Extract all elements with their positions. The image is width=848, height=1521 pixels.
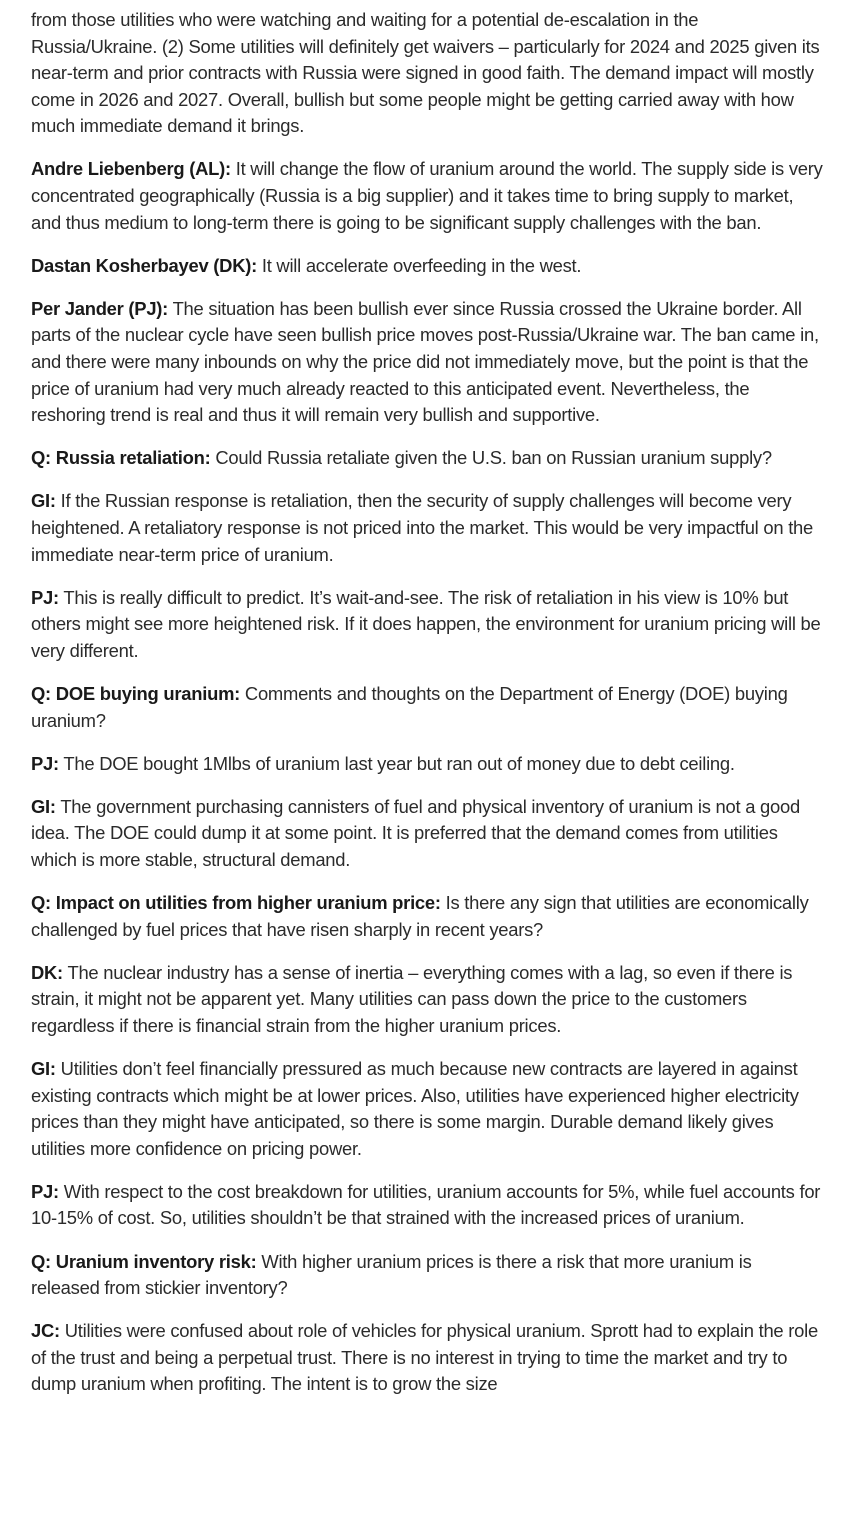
paragraph-pj-answer [31,296,823,429]
question-russia-retaliation [31,445,823,472]
speaker-label: PJ: [31,1180,59,1202]
question-text: Is there any sign that utilities are economically challenged by fuel prices that have risen sharply in recent years? [31,892,809,940]
speaker-label: PJ: [31,752,59,774]
question-doe-buying [31,681,823,734]
paragraph-intro-continuation [31,7,823,140]
speaker-label: GI: [31,1058,56,1079]
paragraph-text: This is really difficult to predict. It’s wait-and-see. The risk of retaliation in his view is 10% but others might see more heightened risk. If it does happen, the environment for uranium pricing will be very different. [31,586,821,661]
paragraph-text: With respect to the cost breakdown for utilities, uranium accounts for 5%, while fuel accounts for 10-15% of cost. So, utilities shouldn’t be that strained with the increased prices of uranium. [31,1180,821,1229]
paragraph-text: The DOE bought 1Mlbs of uranium last year but ran out of money due to debt ceiling. [58,752,735,774]
paragraph-gi-answer [31,794,823,874]
speaker-label: Per Jander (PJ): [31,297,169,319]
paragraph-dk-answer [31,960,823,1040]
document-page [31,7,823,1415]
question-uranium-inventory-risk [31,1249,823,1302]
paragraph-text: It will accelerate overfeeding in the west. [256,254,582,276]
speaker-label: Dastan Kosherbayev (DK): [31,254,257,276]
paragraph-pj-answer [31,1179,823,1232]
speaker-label: DK: [31,961,63,983]
paragraph-al-answer [31,156,823,236]
paragraph-pj-answer [31,585,823,665]
speaker-label: GI: [31,490,56,512]
paragraph-text: The situation has been bullish ever since Russia crossed the Ukraine border. All parts of the nuclear cycle have seen bullish price moves post-Russia/Ukraine war. The ban came in, and there were many inbounds on why the price did not immediately move, but the point is that the price of uranium had very much already reacted to this anticipated event. Nevertheless, the reshoring trend is real and thus it will remain very bullish and supportive. [31,297,819,426]
question-text: Comments and thoughts on the Department of Energy (DOE) buying uranium? [31,682,788,731]
question-label: Q: Impact on utilities from higher uranium price: [31,892,441,914]
paragraph-gi-answer [31,488,823,568]
paragraph-dk-answer [31,253,823,280]
paragraph-gi-answer [31,1056,823,1162]
speaker-label: PJ: [31,586,59,608]
question-label: Q: DOE buying uranium: [31,682,241,704]
paragraph-jc-answer [31,1318,823,1398]
paragraph-text: from those utilities who were watching and waiting for a potential de-escalation in the Russia/Ukraine. (2) Some utilities will definitely get waivers – particularly for 2024 and 2025 given its near-term and prior contracts with Russia were signed in good faith. The demand impact will mostly come in 2026 and 2027. Overall, bullish but some people might be getting carried away with how much immediate demand it brings. [31,9,820,137]
paragraph-text: It will change the flow of uranium around the world. The supply side is very concentrated geographically (Russia is a big supplier) and it takes time to bring supply to market, and thus medium to long-term there is going to be significant supply challenges with the ban. [31,158,823,233]
question-label: Q: Russia retaliation: [31,447,211,469]
question-impact-on-utilities [31,890,823,943]
question-label: Q: Uranium inventory risk: [31,1250,257,1272]
paragraph-text: Utilities don’t feel financially pressured as much because new contracts are layered in against existing contracts which might be at lower prices. Also, utilities have experienced higher electricity prices than they might have anticipated, so there is some margin. Durable demand likely gives utilities more confidence on pricing power. [31,1058,799,1159]
speaker-label: Andre Liebenberg (AL): [31,158,231,180]
speaker-label: JC: [31,1320,60,1342]
question-text: With higher uranium prices is there a risk that more uranium is released from stickier inventory? [31,1250,752,1299]
paragraph-text: If the Russian response is retaliation, then the security of supply challenges will become very heightened. A retaliatory response is not priced into the market. This would be very impactful on the immediate near-term price of uranium. [31,490,814,565]
paragraph-text: The government purchasing cannisters of fuel and physical inventory of uranium is not a good idea. The DOE could dump it at some point. It is preferred that the demand comes from utilities which is more stable, structural demand. [31,795,800,870]
question-text: Could Russia retaliate given the U.S. ban on Russian uranium supply? [210,447,772,469]
paragraph-pj-answer [31,751,823,778]
paragraph-text: Utilities were confused about role of vehicles for physical uranium. Sprott had to explain the role of the trust and being a perpetual trust. There is no interest in trying to time the market and try to dump uranium when profiting. The intent is to grow the size [31,1320,818,1395]
speaker-label: GI: [31,795,56,817]
paragraph-text: The nuclear industry has a sense of inertia – everything comes with a lag, so even if there is strain, it might not be apparent yet. Many utilities can pass down the price to the customers regardless if there is financial strain from the higher uranium prices. [31,961,793,1036]
